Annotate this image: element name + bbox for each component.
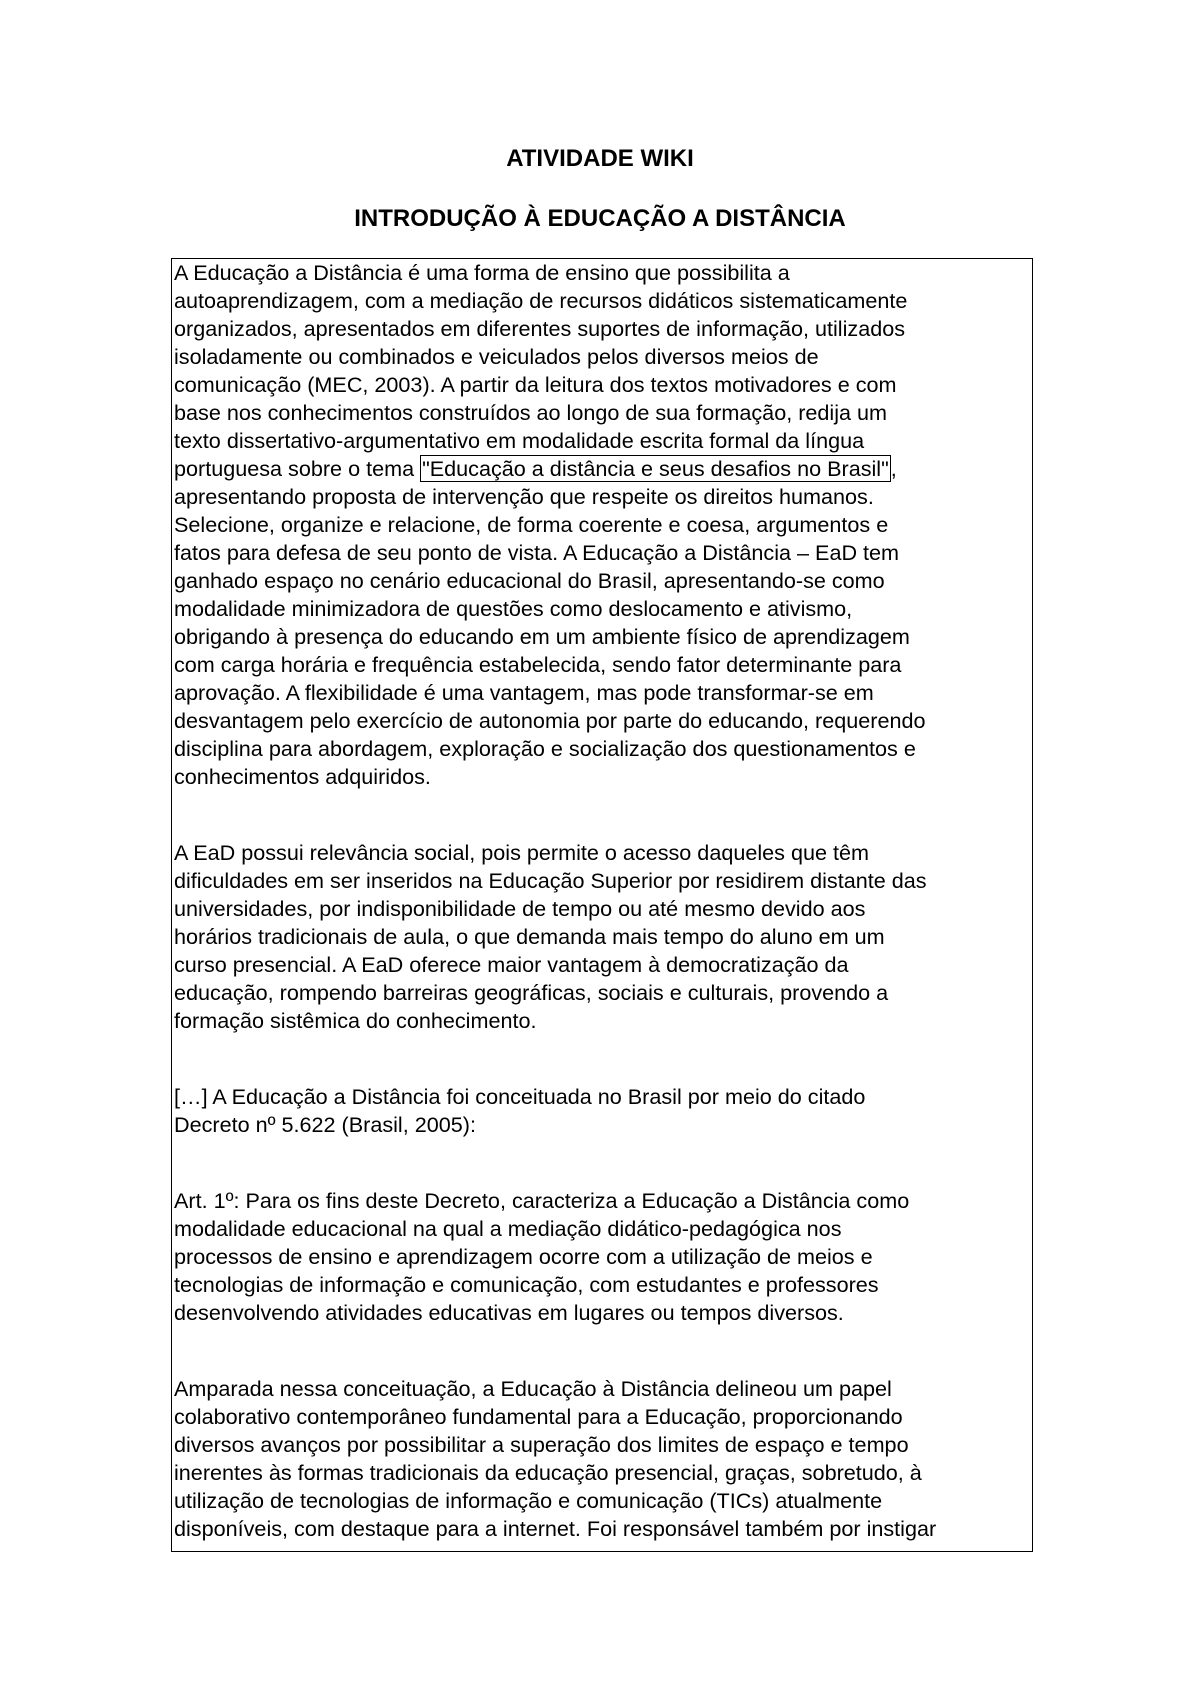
text-line: modalidade minimizadora de questões como deslocamento e ativismo, <box>174 596 853 621</box>
text-line: isoladamente ou combinados e veiculados pelos diversos meios de <box>174 344 819 369</box>
text-line: ganhado espaço no cenário educacional do Brasil, apresentando-se como <box>174 568 885 593</box>
text-line: Amparada nessa conceituação, a Educação à Distância delineou um papel <box>174 1376 892 1401</box>
text-line: aprovação. A flexibilidade é uma vantagem, mas pode transformar-se em <box>174 680 874 705</box>
text-line: Selecione, organize e relacione, de forma coerente e coesa, argumentos e <box>174 512 889 537</box>
text-line: desenvolvendo atividades educativas em lugares ou tempos diversos. <box>174 1300 844 1325</box>
text-line: texto dissertativo-argumentativo em modalidade escrita formal da língua <box>174 428 865 453</box>
text-line: comunicação (MEC, 2003). A partir da leitura dos textos motivadores e com <box>174 372 897 397</box>
paragraph-intro <box>174 259 1032 791</box>
essay-topic-highlight: "Educação a distância e seus desafios no Brasil" <box>422 456 889 481</box>
text-line: desvantagem pelo exercício de autonomia por parte do educando, requerendo <box>174 708 926 733</box>
paragraph-decree-article <box>174 1187 1032 1327</box>
text-line: educação, rompendo barreiras geográficas, sociais e culturais, provendo a <box>174 980 889 1005</box>
paragraph-spacer <box>174 791 1032 839</box>
text-line: tecnologias de informação e comunicação, com estudantes e professores <box>174 1272 879 1297</box>
document-subtitle: INTRODUÇÃO À EDUCAÇÃO A DISTÂNCIA <box>354 205 846 232</box>
paragraph-conceptualization <box>174 1375 1032 1543</box>
text-line: […] A Educação a Distância foi conceituada no Brasil por meio do citado <box>174 1084 866 1109</box>
text-line: disponíveis, com destaque para a internet. Foi responsável também por instigar <box>174 1516 937 1541</box>
text-line: conhecimentos adquiridos. <box>174 764 431 789</box>
text-line: autoaprendizagem, com a mediação de recursos didáticos sistematicamente <box>174 288 908 313</box>
text-line <box>174 455 1032 483</box>
text-line: disciplina para abordagem, exploração e socialização dos questionamentos e <box>174 736 916 761</box>
document-title: ATIVIDADE WIKI <box>506 145 694 172</box>
text-fragment: , <box>890 456 897 481</box>
text-line: horários tradicionais de aula, o que demanda mais tempo do aluno em um <box>174 924 885 949</box>
text-line: Decreto nº 5.622 (Brasil, 2005): <box>174 1112 476 1137</box>
text-line: dificuldades em ser inseridos na Educação Superior por residirem distante das <box>174 868 927 893</box>
text-line: organizados, apresentados em diferentes suportes de informação, utilizados <box>174 316 906 341</box>
text-fragment: portuguesa sobre o tema <box>174 456 421 481</box>
text-line: inerentes às formas tradicionais da educação presencial, graças, sobretudo, à <box>174 1460 922 1485</box>
text-line: fatos para defesa de seu ponto de vista. A Educação a Distância – EaD tem <box>174 540 900 565</box>
text-line: obrigando à presença do educando em um ambiente físico de aprendizagem <box>174 624 910 649</box>
text-line: base nos conhecimentos construídos ao longo de sua formação, redija um <box>174 400 888 425</box>
paragraph-spacer <box>174 1139 1032 1187</box>
paragraph-relevance <box>174 839 1032 1035</box>
text-line: A Educação a Distância é uma forma de ensino que possibilita a <box>174 260 790 285</box>
text-line: diversos avanços por possibilitar a superação dos limites de espaço e tempo <box>174 1432 909 1457</box>
text-line: utilização de tecnologias de informação e comunicação (TICs) atualmente <box>174 1488 883 1513</box>
text-box <box>171 258 1033 1552</box>
paragraph-decree-intro <box>174 1083 1032 1139</box>
text-line: modalidade educacional na qual a mediação didático-pedagógica nos <box>174 1216 842 1241</box>
text-line: processos de ensino e aprendizagem ocorre com a utilização de meios e <box>174 1244 873 1269</box>
text-line: colaborativo contemporâneo fundamental para a Educação, proporcionando <box>174 1404 903 1429</box>
paragraph-spacer <box>174 1035 1032 1083</box>
text-line: Art. 1º: Para os fins deste Decreto, caracteriza a Educação a Distância como <box>174 1188 910 1213</box>
paragraph-spacer <box>174 1327 1032 1375</box>
text-line: curso presencial. A EaD oferece maior vantagem à democratização da <box>174 952 849 977</box>
text-line: A EaD possui relevância social, pois permite o acesso daqueles que têm <box>174 840 869 865</box>
text-line: com carga horária e frequência estabelecida, sendo fator determinante para <box>174 652 902 677</box>
text-line: apresentando proposta de intervenção que respeite os direitos humanos. <box>174 484 874 509</box>
text-line: formação sistêmica do conhecimento. <box>174 1008 537 1033</box>
text-line: universidades, por indisponibilidade de tempo ou até mesmo devido aos <box>174 896 866 921</box>
